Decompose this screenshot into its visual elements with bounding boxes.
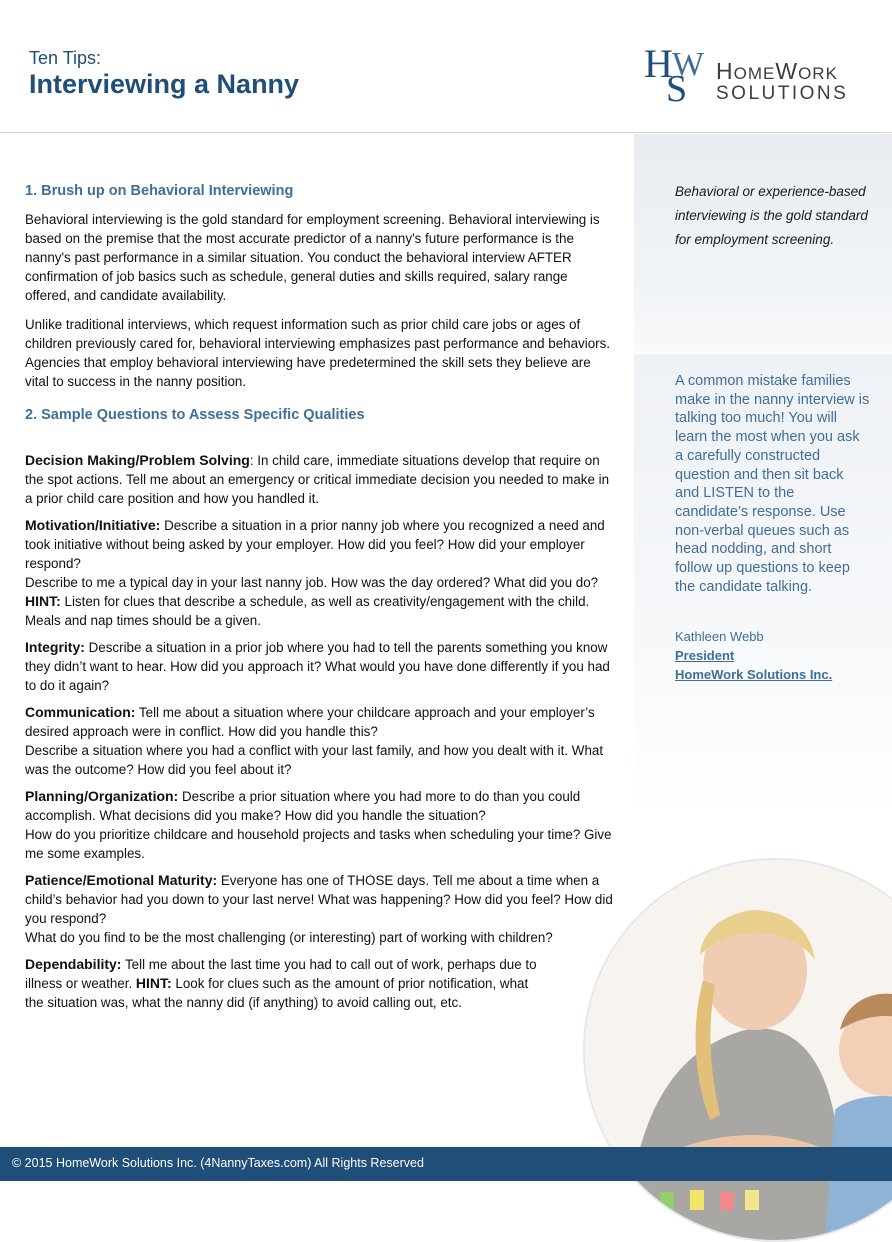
section-heading-behavioral: 1. Brush up on Behavioral Interviewing (25, 183, 294, 199)
question-dependability (25, 955, 613, 1012)
attribution-name: Kathleen Webb (675, 629, 764, 644)
hint-label: HINT: (25, 593, 61, 609)
svg-text:W: W (672, 46, 705, 83)
question-label: Patience/Emotional Maturity: (25, 872, 218, 888)
question-text: Tell me about a situation where your childcare approach and your employer’s desired approach were in conflict. How did you handle this? (25, 705, 595, 739)
question-text: Describe to me a typical day in your last nanny job. How was the day ordered? What did you do? (25, 575, 599, 590)
main-content (25, 182, 613, 1020)
question-decision-making (25, 451, 613, 508)
question-text: Tell me about the last time you had to call out of work, perhaps due to (121, 957, 537, 972)
question-text: Describe a situation in a prior job where you had to tell the parents something you know they didn’t want to hear. How did you approach it? What would you have done differently if you had to do it again? (25, 640, 610, 693)
page-title: Interviewing a Nanny (29, 69, 300, 99)
question-text: Everyone has one of THOSE days. Tell me about a time when a child’s behavior had you down to your last nerve! What was happening? How did you feel? How did you respond? (25, 873, 613, 926)
question-label: Planning/Organization: (25, 788, 179, 804)
logo-word-home: HOME (716, 58, 776, 84)
question-text: Describe a prior situation where you had more to do than you could accomplish. What decisions did you make? How did you handle the situation? (25, 789, 581, 823)
question-label: Dependability: (25, 956, 122, 972)
page-header (0, 0, 892, 133)
logo-wordmark-top (716, 58, 838, 85)
section-heading-questions: 2. Sample Questions to Assess Specific Qualities (25, 407, 365, 423)
question-label: Motivation/Initiative: (25, 517, 161, 533)
attribution-role[interactable]: President (675, 648, 735, 663)
question-text: illness or weather. (25, 976, 136, 991)
question-patience (25, 871, 613, 947)
page-footer (0, 1147, 892, 1181)
hint-label: HINT: (135, 975, 172, 991)
question-label: Integrity: (25, 639, 85, 655)
question-planning (25, 787, 613, 863)
sidebar-pull-quote: Behavioral or experience-based interviewing is the gold standard for employment screening. (675, 184, 868, 247)
logo-word-solutions: SOLUTIONS (716, 83, 849, 104)
header-kicker: Ten Tips: (29, 48, 102, 68)
question-label: Decision Making/Problem Solving (25, 452, 250, 468)
question-text: How do you prioritize childcare and household projects and tasks when scheduling your time? Give me some examples. (25, 827, 612, 861)
hint-text: Listen for clues that describe a schedule, as well as creativity/engagement with the child. Meals and nap times should be a given. (25, 594, 590, 628)
question-communication (25, 703, 613, 779)
question-motivation (25, 516, 613, 630)
question-text: What do you find to be the most challenging (or interesting) part of working with children? (25, 930, 553, 945)
photo-illustration (585, 860, 892, 1240)
question-integrity (25, 638, 613, 695)
sidebar-attribution (675, 627, 832, 684)
question-text: : In child care, immediate situations develop that require on the spot actions. Tell me about an emergency or critical immediate decision you needed to make in a prior child care position and how you handled it. (25, 453, 610, 506)
question-text: Describe a situation in a prior nanny job where you recognized a need and took initiative without being asked by your employer. How did you feel? How did your employer respond? (25, 518, 605, 571)
company-logo (642, 41, 862, 105)
nanny-child-photo (583, 858, 892, 1242)
sidebar-tip-text: A common mistake families make in the nanny interview is talking too much! You will learn the most when you ask a carefully constructed question and then sit back and LISTEN to the candidate’s response. Use non-verbal queues such as head nodding, and short follow up questions to keep the candidate talking. (675, 373, 870, 595)
footer-copyright: © 2015 HomeWork Solutions Inc. (4NannyTaxes.com) All Rights Reserved (12, 1156, 424, 1170)
svg-text:H: H (644, 41, 673, 86)
svg-text:S: S (666, 68, 688, 103)
hws-logo-mark (642, 41, 708, 103)
question-text: the situation was, what the nanny did (if anything) to avoid calling out, etc. (25, 995, 462, 1010)
hint-text: Look for clues such as the amount of prior notification, what (171, 976, 529, 991)
attribution-company[interactable]: HomeWork Solutions Inc. (675, 667, 833, 682)
header-divider (0, 132, 892, 133)
logo-word-work: WORK (775, 58, 838, 84)
section-paragraph: Unlike traditional interviews, which request information such as prior child care jobs or ages of children previously cared for, behavioral interviewing emphasizes past performance and behaviors. Agencies that employ behavioral interviewing have predetermined the skill sets they believe are vital to success in the nanny position. (25, 317, 611, 389)
question-text: Describe a situation where you had a conflict with your last family, and how you dealt with it. What was the outcome? How did you feel about it? (25, 743, 604, 777)
question-label: Communication: (25, 704, 136, 720)
section-paragraph: Behavioral interviewing is the gold standard for employment screening. Behavioral interviewing is based on the premise that the most accurate predictor of a nanny's future performance is the nanny's past performance in a similar situation. You conduct the behavioral interview AFTER confirmation of job basics such as schedule, general duties and skills required, salary range offered, and candidate availability. (25, 212, 600, 303)
